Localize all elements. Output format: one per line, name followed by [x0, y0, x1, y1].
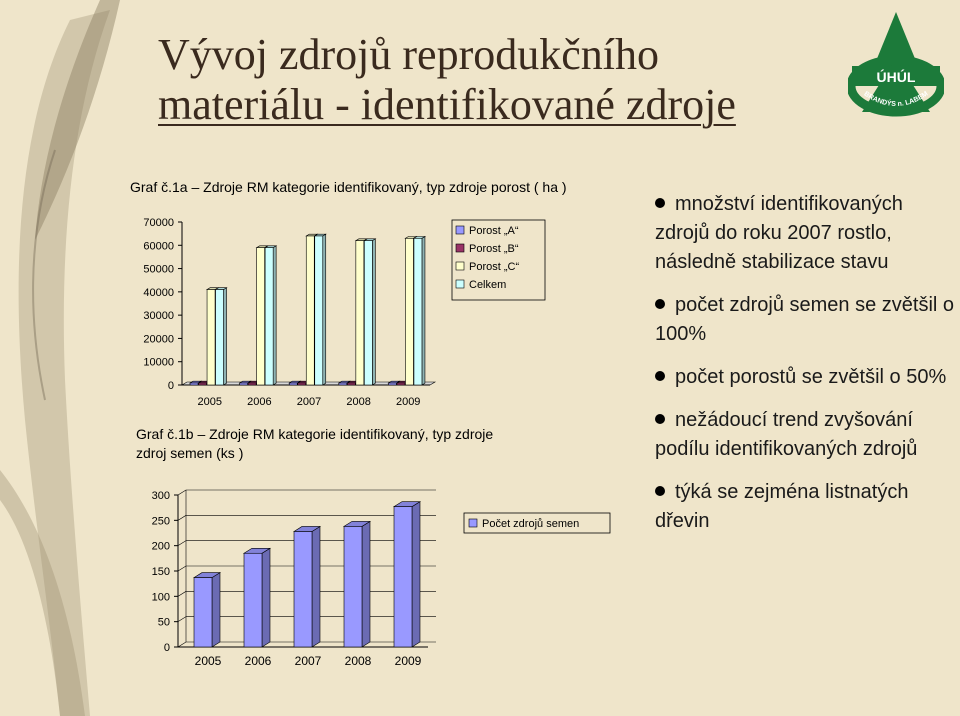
chart1-y-tick-label: 20000 — [143, 333, 174, 346]
bullet-dot-icon — [655, 299, 665, 309]
chart2-x-tick-label: 2006 — [244, 654, 272, 668]
bar-front — [257, 248, 265, 385]
chart1-x-tick-label: 2008 — [346, 396, 371, 408]
bar-front — [240, 383, 248, 385]
logo-text: ÚHÚL — [876, 69, 916, 85]
logo-emblem — [851, 12, 941, 112]
uhul-logo — [848, 8, 944, 128]
chart1-x-tick-label: 2006 — [247, 396, 272, 408]
bar-front — [414, 238, 422, 385]
chart1-bar — [364, 239, 375, 385]
bar-front — [339, 383, 347, 385]
bullet-list — [655, 190, 955, 550]
chart1-y-tick-label: 70000 — [143, 217, 174, 229]
chart2-caption: Graf č.1b – Zdroje RM kategorie identifikovaný, typ zdroje zdroj semen (ks ) — [136, 426, 494, 461]
chart2-y-tick-label: 150 — [151, 566, 170, 578]
chart2-y-tick-label: 0 — [163, 642, 170, 654]
bar-side — [262, 548, 270, 647]
bullet-item: nežádoucí trend zvyšování podílu identifikovaných zdrojů — [655, 409, 918, 460]
chart1-legend-label: Porost „A“ — [469, 225, 519, 237]
chart1-legend-label: Celkem — [469, 279, 507, 291]
chart1-bar — [216, 288, 227, 385]
chart2-x-tick-label: 2005 — [194, 654, 222, 668]
chart2-y-tick-label: 250 — [151, 515, 170, 528]
title-line-1: Vývoj zdrojů reprodukčního — [158, 30, 659, 79]
chart-semen — [130, 485, 620, 680]
bullet-dot-icon — [655, 486, 665, 496]
bullet-item: počet zdrojů semen se zvětšil o 100% — [655, 294, 955, 345]
chart1-bar — [315, 234, 326, 385]
bullet-dot-icon — [655, 198, 665, 208]
chart1-y-tick-label: 50000 — [143, 263, 174, 276]
chart1-bar — [414, 237, 425, 386]
bar-side — [312, 526, 320, 647]
chart2-y-tick-label: 100 — [151, 591, 170, 604]
bar-front — [294, 531, 312, 647]
chart2-gridline — [178, 490, 436, 495]
bar-front — [388, 383, 396, 385]
bar-side — [323, 234, 326, 385]
bar-side — [224, 288, 227, 385]
chart2-x-tick-label: 2007 — [294, 654, 322, 668]
chart1-x-tick-label: 2007 — [296, 396, 322, 408]
chart1-y-tick-label: 60000 — [143, 240, 174, 253]
bar-side — [372, 239, 375, 385]
bar-side — [362, 521, 370, 647]
chart2-y-tick-label: 200 — [151, 540, 170, 553]
slide-title — [158, 30, 858, 130]
chart2-x-tick-label: 2009 — [394, 654, 422, 668]
bar-front — [347, 383, 355, 385]
chart2-bar — [194, 573, 220, 647]
bullet-dot-icon — [655, 371, 665, 381]
bullet-item: množství identifikovaných zdrojů do roku 2007 rostlo, následně stabilizace stavu — [655, 193, 903, 273]
chart1-x-tick-label: 2009 — [395, 396, 421, 408]
chart2-legend-label: Počet zdrojů semen — [482, 518, 580, 530]
bullet-item: počet porostů se zvětšil o 50% — [655, 363, 955, 392]
chart1-legend-swatch — [456, 262, 464, 270]
bar-front — [364, 241, 372, 385]
logo-subtext: BRANDÝS n. LABEM — [862, 90, 930, 109]
chart1-legend-swatch — [456, 280, 464, 288]
bullet-dot-icon — [655, 414, 665, 424]
chart-porost — [130, 210, 550, 415]
bar-front — [397, 383, 405, 385]
chart1-y-tick-label: 30000 — [143, 310, 174, 323]
chart1-legend-label: Porost „B“ — [469, 243, 519, 255]
chart2-x-tick-label: 2008 — [344, 654, 372, 668]
bar-front — [216, 290, 224, 385]
bar-front — [405, 238, 413, 385]
bar-front — [199, 383, 207, 385]
chart1-y-tick-label: 40000 — [143, 286, 174, 299]
chart1-x-tick-label: 2005 — [197, 396, 223, 408]
bar-front — [265, 248, 273, 385]
bar-front — [194, 578, 212, 647]
bar-front — [207, 290, 215, 385]
title-line-2: materiálu - identifikované zdroje — [158, 80, 736, 129]
chart2-bar — [344, 521, 370, 647]
bar-front — [289, 383, 297, 385]
chart1-y-tick-label: 10000 — [143, 356, 174, 369]
chart2-bar — [244, 548, 270, 647]
chart1-legend-label: Porost „C“ — [469, 261, 520, 273]
bar-side — [412, 502, 420, 647]
chart1-legend-swatch — [456, 244, 464, 252]
bar-front — [356, 241, 364, 385]
bar-front — [315, 236, 323, 385]
bar-front — [394, 507, 412, 647]
bar-front — [306, 236, 314, 385]
chart1-bar — [265, 246, 276, 385]
bar-front — [248, 383, 256, 385]
bar-front — [190, 383, 198, 385]
bar-front — [344, 526, 362, 647]
chart2-y-tick-label: 50 — [157, 616, 170, 629]
bar-side — [273, 246, 276, 385]
bullet-item: týká se zejména listnatých dřevin — [655, 481, 909, 532]
chart2-bar — [394, 502, 420, 647]
bar-side — [212, 573, 220, 647]
chart2-y-tick-label: 300 — [151, 490, 170, 502]
chart2-bar — [294, 526, 320, 647]
chart1-caption: Graf č.1a – Zdroje RM kategorie identifikovaný, typ zdroje porost ( ha ) — [130, 179, 567, 195]
bar-side — [422, 237, 425, 386]
chart1-legend-swatch — [456, 226, 464, 234]
bar-front — [244, 553, 262, 647]
chart1-y-tick-label: 0 — [167, 380, 174, 392]
chart2-legend-swatch — [469, 519, 477, 527]
bamboo-leaf-decoration — [0, 0, 120, 716]
bar-front — [298, 383, 306, 385]
